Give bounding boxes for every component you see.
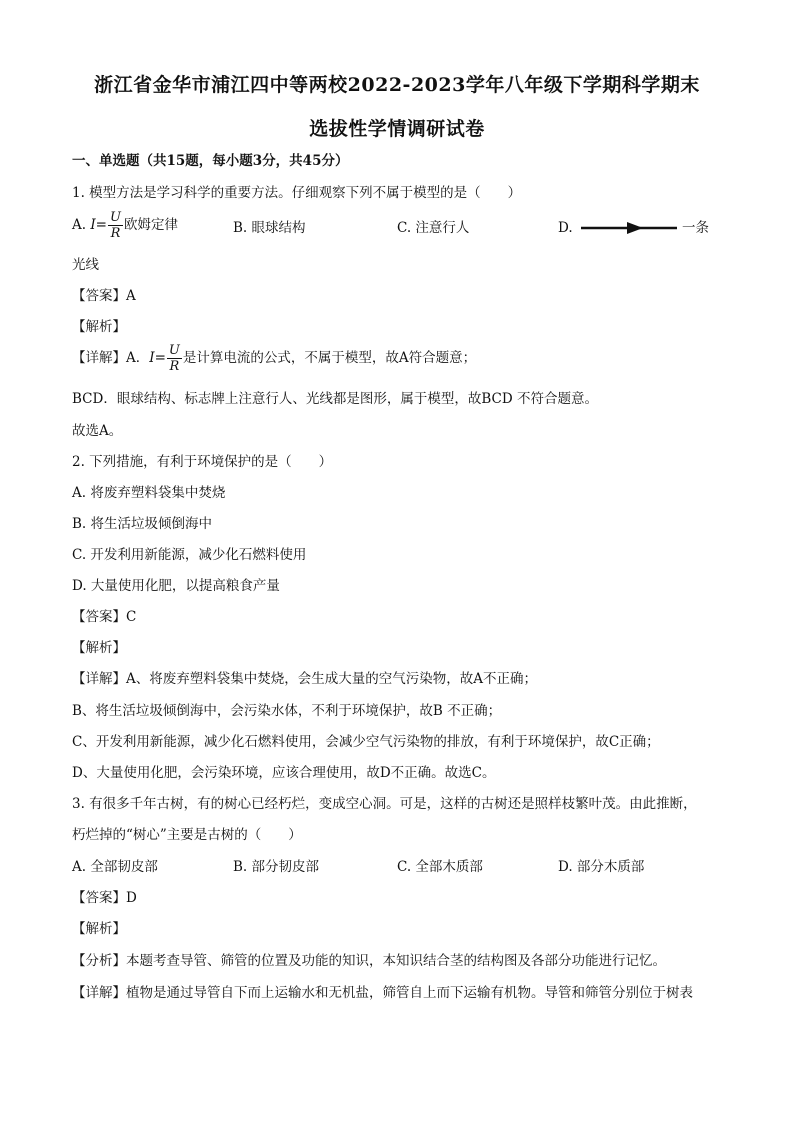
detail-a-prefix: A． [126, 350, 150, 366]
q3-stem-line1: 3. 有很多千年古树，有的树心已经朽烂，变成空心洞。可是，这样的古树还是照样枝繁叶茂。由此推断， [72, 796, 697, 812]
answer-value: C [126, 609, 137, 625]
detail-tag: 【详解】 [72, 985, 126, 1001]
q2-option-a: A. 将废弃塑料袋集中焚烧 [72, 485, 226, 501]
q1-answer [72, 287, 136, 305]
answer-value: D [126, 890, 137, 906]
q2-detail-3: C、开发利用新能源，减少化石燃料使用，会减少空气污染物的排放，有利于环境保护，故C正确； [72, 734, 660, 750]
q2-answer [72, 608, 136, 626]
fraction-denominator: R [110, 226, 121, 241]
q1-option-a [72, 210, 178, 241]
q1-conclusion: 故选A。 [72, 423, 123, 439]
answer-tag: 【答案】 [72, 609, 126, 625]
ohm-fraction-detail [167, 343, 182, 374]
q1-option-b: B. 眼球结构 [233, 220, 306, 236]
q1-option-a-label: 欧姆定律 [123, 217, 178, 233]
q1-stem: 1. 模型方法是学习科学的重要方法。仔细观察下列不属于模型的是（ ） [72, 185, 522, 201]
q2-detail-1 [72, 670, 537, 688]
detail-text: 植物是通过导管自下而上运输水和无机盐，筛管自上而下运输有机物。导管和筛管分别位于树表 [126, 985, 693, 1001]
light-ray-arrow-icon [581, 220, 681, 236]
q1-option-d-wrap: 光线 [72, 257, 99, 273]
q3-option-a: A. 全部韧皮部 [72, 859, 158, 875]
q1-analysis-tag: 【解析】 [72, 319, 126, 335]
q2-analysis-tag: 【解析】 [72, 640, 126, 656]
q2-option-d: D. 大量使用化肥，以提高粮食产量 [72, 578, 280, 594]
q1-option-d-prefix: D. [558, 220, 573, 236]
fraction-numerator: U [110, 210, 121, 225]
answer-tag: 【答案】 [72, 890, 126, 906]
q3-detail [72, 984, 693, 1002]
q3-option-c: C. 全部木质部 [397, 859, 483, 875]
q1-option-a-var: I= [90, 217, 107, 233]
q1-option-d-suffix: 一条 [682, 220, 709, 236]
detail-tag: 【详解】 [72, 671, 126, 687]
q3-answer [72, 889, 137, 907]
q2-detail-2: B、将生活垃圾倾倒海中，会污染水体，不利于环境保护，故B 不正确； [72, 703, 502, 719]
q1-option-c: C. 注意行人 [397, 220, 470, 236]
fraction-denominator: R [169, 359, 180, 374]
q1-option-a-prefix: A. [72, 217, 91, 233]
q3-option-d: D. 部分木质部 [558, 859, 645, 875]
document-title-line2: 选拔性学情调研试卷 [309, 118, 485, 140]
q3-analysis-tag: 【解析】 [72, 921, 126, 937]
document-title-line1: 浙江省金华市浦江四中等两校2022-2023学年八年级下学期科学期末 [94, 74, 700, 96]
q1-detail-bcd: BCD．眼球结构、标志牌上注意行人、光线都是图形，属于模型，故BCD 不符合题意。 [72, 391, 598, 407]
answer-tag: 【答案】 [72, 288, 126, 304]
fenxi-text: 本题考查导管、筛管的位置及功能的知识，本知识结合茎的结构图及各部分功能进行记忆。 [126, 953, 666, 969]
q2-option-c: C. 开发利用新能源，减少化石燃料使用 [72, 547, 307, 563]
fenxi-tag: 【分析】 [72, 953, 126, 969]
q3-fenxi [72, 952, 666, 970]
detail-tag: 【详解】 [72, 350, 126, 366]
q2-detail-4: D、大量使用化肥，会污染环境，应该合理使用，故D不正确。故选C。 [72, 765, 496, 781]
section-heading: 一、单选题（共15题，每小题3分，共45分） [72, 153, 349, 169]
detail-a-suffix: 是计算电流的公式，不属于模型，故A符合题意； [182, 350, 477, 366]
q3-stem-line2: 朽烂掉的“树心”主要是古树的（ ） [72, 827, 302, 843]
answer-value: A [126, 288, 136, 304]
ohm-fraction [108, 210, 123, 241]
q1-detail-a [72, 343, 476, 374]
detail-a-var: I= [149, 350, 166, 366]
q2-stem: 2. 下列措施，有利于环境保护的是（ ） [72, 454, 333, 470]
q3-option-b: B. 部分韧皮部 [233, 859, 320, 875]
detail-text: A、将废弃塑料袋集中焚烧，会生成大量的空气污染物，故A不正确； [126, 671, 537, 687]
fraction-numerator: U [168, 343, 180, 358]
q2-option-b: B. 将生活垃圾倾倒海中 [72, 516, 213, 532]
